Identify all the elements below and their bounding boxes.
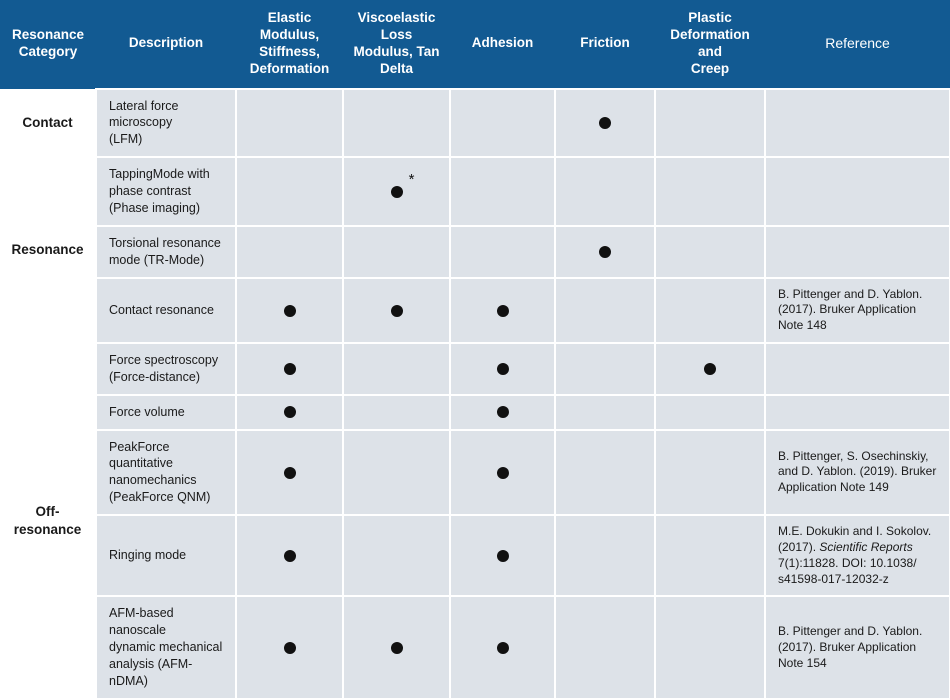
- cell-friction: [555, 343, 655, 395]
- cell-friction: [555, 395, 655, 430]
- cell-adhesion: [450, 278, 555, 343]
- filled-dot-marker: [497, 363, 509, 375]
- header-line: Viscoelastic Loss: [357, 10, 436, 42]
- cell-adhesion: [450, 226, 555, 278]
- cell-plastic: [655, 596, 765, 698]
- cell-reference: [765, 395, 950, 430]
- category-label: Off-: [35, 503, 60, 519]
- cell-friction: [555, 430, 655, 516]
- filled-dot-marker: [599, 117, 611, 129]
- description-cell: [96, 157, 236, 226]
- table-row: [0, 226, 950, 278]
- cell-elastic: [236, 89, 343, 158]
- filled-dot-marker: [284, 642, 296, 654]
- header-elastic-modulus: [236, 0, 343, 89]
- cell-adhesion: [450, 89, 555, 158]
- cell-reference: [765, 278, 950, 343]
- cell-friction: [555, 596, 655, 698]
- filled-dot-marker: [497, 406, 509, 418]
- table-row: [0, 89, 950, 158]
- header-line: Elastic Modulus,: [259, 10, 320, 42]
- description-line: analysis (AFM-nDMA): [109, 657, 193, 688]
- header-description: [96, 0, 236, 89]
- filled-dot-marker: [284, 467, 296, 479]
- description-line: dynamic mechanical: [109, 640, 223, 655]
- category-cell-contact: [0, 89, 96, 158]
- cell-reference: [765, 226, 950, 278]
- filled-dot-marker: [391, 642, 403, 654]
- cell-viscoelastic: [343, 278, 450, 343]
- description-line: nanomechanics: [109, 473, 197, 488]
- header-line: Deformation: [249, 60, 330, 76]
- description-line: Ringing mode: [109, 548, 187, 563]
- filled-dot-marker: [599, 246, 611, 258]
- cell-plastic: [655, 343, 765, 395]
- header-adhesion: [450, 0, 555, 89]
- cell-adhesion: [450, 515, 555, 596]
- cell-friction: [555, 226, 655, 278]
- header-line: Friction: [580, 35, 630, 51]
- filled-dot-marker: [284, 550, 296, 562]
- filled-dot-marker: [497, 467, 509, 479]
- table-header: [0, 0, 950, 89]
- reference-line: B. Pittenger and D. Yablon.: [778, 286, 923, 301]
- description-line: (PeakForce QNM): [109, 490, 211, 505]
- cell-elastic: [236, 343, 343, 395]
- cell-friction: [555, 89, 655, 158]
- table-body: [0, 89, 950, 699]
- table-row: [0, 430, 950, 516]
- cell-elastic: [236, 395, 343, 430]
- filled-dot-marker: [704, 363, 716, 375]
- cell-elastic: [236, 515, 343, 596]
- reference-line: and D. Yablon. (2019). Bruker: [778, 464, 937, 479]
- description-cell: [96, 395, 236, 430]
- cell-plastic: [655, 395, 765, 430]
- description-line: mode (TR-Mode): [109, 252, 205, 267]
- description-line: (Force-distance): [109, 369, 200, 384]
- cell-reference: [765, 343, 950, 395]
- table-row: [0, 278, 950, 343]
- description-line: (LFM): [109, 132, 143, 147]
- description-line: Torsional resonance: [109, 235, 221, 250]
- reference-line: B. Pittenger and D. Yablon.: [778, 623, 923, 638]
- cell-viscoelastic: [343, 343, 450, 395]
- cell-elastic: [236, 430, 343, 516]
- description-line: Lateral force microscopy: [109, 98, 179, 130]
- filled-dot-marker: [284, 363, 296, 375]
- header-line: Stiffness,: [259, 43, 320, 59]
- header-line: Creep: [690, 60, 730, 76]
- cell-reference: [765, 157, 950, 226]
- filled-dot-marker: [497, 305, 509, 317]
- header-line: Modulus, Tan: [353, 43, 440, 59]
- filled-dot-marker: [284, 305, 296, 317]
- reference-line: M.E. Dokukin and I. Sokolov.: [778, 524, 932, 539]
- filled-dot-marker: [497, 550, 509, 562]
- header-line: Plastic: [688, 10, 732, 25]
- cell-reference: [765, 515, 950, 596]
- filled-dot-marker: [391, 186, 403, 198]
- cell-plastic: [655, 515, 765, 596]
- cell-viscoelastic: [343, 226, 450, 278]
- header-line: Resonance: [11, 27, 85, 43]
- cell-friction: [555, 515, 655, 596]
- cell-viscoelastic: [343, 395, 450, 430]
- table-row: [0, 515, 950, 596]
- table-row: [0, 596, 950, 698]
- cell-plastic: [655, 226, 765, 278]
- category-label: resonance: [13, 521, 82, 537]
- description-line: phase contrast: [109, 184, 191, 198]
- cell-plastic: [655, 278, 765, 343]
- header-friction: [555, 0, 655, 89]
- description-line: Force volume: [109, 404, 185, 419]
- cell-viscoelastic: [343, 430, 450, 516]
- footnote-asterisk: *: [408, 171, 415, 188]
- header-line: Reference: [825, 35, 890, 51]
- description-line: AFM-based nanoscale: [109, 606, 174, 638]
- header-plastic-deformation: [655, 0, 765, 89]
- header-viscoelastic-loss-modulus: [343, 0, 450, 89]
- description-line: (Phase imaging): [109, 200, 201, 215]
- cell-elastic: [236, 226, 343, 278]
- cell-plastic: [655, 89, 765, 158]
- cell-adhesion: [450, 343, 555, 395]
- cell-plastic: [655, 430, 765, 516]
- category-cell-off-resonance: [0, 343, 96, 699]
- cell-reference: [765, 596, 950, 698]
- cell-viscoelastic: [343, 157, 450, 226]
- header-row: [0, 0, 950, 89]
- filled-dot-marker: [497, 642, 509, 654]
- cell-viscoelastic: [343, 596, 450, 698]
- cell-elastic: [236, 596, 343, 698]
- cell-viscoelastic: [343, 515, 450, 596]
- description-line: PeakForce quantitative: [109, 439, 173, 471]
- header-line: Deformation and: [670, 26, 750, 59]
- filled-dot-marker: [284, 406, 296, 418]
- cell-elastic: [236, 278, 343, 343]
- header-resonance-category: [0, 0, 96, 89]
- header-line: Category: [18, 44, 78, 60]
- reference-line: Application Note 149: [778, 480, 889, 495]
- description-cell: [96, 226, 236, 278]
- description-cell: [96, 515, 236, 596]
- cell-friction: [555, 278, 655, 343]
- marker-with-footnote: [391, 171, 415, 200]
- table-row: [0, 343, 950, 395]
- header-reference: [765, 0, 950, 89]
- cell-adhesion: [450, 430, 555, 516]
- filled-dot-marker: [391, 305, 403, 317]
- description-line: Contact resonance: [109, 302, 214, 317]
- header-line: Adhesion: [471, 35, 534, 51]
- reference-line: 7(1):11828. DOI: 10.1038/: [778, 555, 917, 570]
- reference-line: (2017). Bruker Application: [778, 639, 917, 654]
- description-line: TappingMode with: [109, 167, 210, 182]
- header-line: Description: [128, 35, 204, 51]
- category-label: Contact: [22, 114, 73, 130]
- table-row: [0, 395, 950, 430]
- category-cell-resonance: [0, 157, 96, 343]
- reference-line: Note 154: [778, 655, 827, 670]
- cell-adhesion: [450, 395, 555, 430]
- cell-reference: [765, 430, 950, 516]
- cell-reference: [765, 89, 950, 158]
- description-cell: [96, 278, 236, 343]
- description-line: Force spectroscopy: [109, 352, 219, 367]
- reference-line: (2017). Bruker Application: [778, 302, 917, 317]
- cell-friction: [555, 157, 655, 226]
- reference-line: B. Pittenger, S. Osechinskiy,: [778, 448, 929, 463]
- header-line: Delta: [379, 60, 413, 76]
- description-cell: [96, 596, 236, 698]
- description-cell: [96, 89, 236, 158]
- cell-plastic: [655, 157, 765, 226]
- description-cell: [96, 430, 236, 516]
- reference-line: s41598-017-12032-z: [778, 571, 889, 586]
- cell-elastic: [236, 157, 343, 226]
- cell-adhesion: [450, 596, 555, 698]
- reference-line: Note 148: [778, 318, 827, 333]
- reference-line: (2017). Scientific Reports: [778, 539, 913, 554]
- table-row: [0, 157, 950, 226]
- cell-adhesion: [450, 157, 555, 226]
- cell-viscoelastic: [343, 89, 450, 158]
- category-label: Resonance: [11, 241, 84, 257]
- description-cell: [96, 343, 236, 395]
- journal-title: Scientific Reports: [819, 539, 913, 554]
